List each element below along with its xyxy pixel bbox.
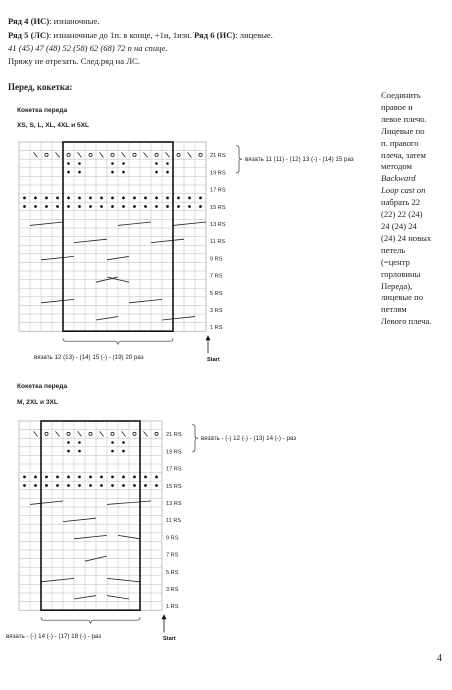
chart2-right-repeat-text: вязать - (-) 12 (-) - (13) 14 (-) - раз (201, 435, 297, 443)
chart1-sym-purl (133, 205, 136, 208)
chart1-sym-purl (155, 162, 158, 165)
chart2-sym-purl (34, 484, 37, 487)
chart1-sym-purl (78, 171, 81, 174)
chart2-start-label: Start (163, 636, 176, 643)
chart1-sym-purl (34, 197, 37, 200)
chart2-sym-purl (78, 476, 81, 479)
chart1-sym-purl (111, 171, 114, 174)
chart1-sym-purl (166, 171, 169, 174)
chart2-title: Кокетка переда (17, 383, 68, 390)
chart2-row-label: 13 RS (166, 501, 182, 507)
side-line: горловины (381, 268, 421, 279)
chart1-row-label: 7 RS (210, 273, 223, 280)
chart2-sizes: M, 2XL и 3XL (17, 399, 58, 406)
chart1-sym-purl (78, 162, 81, 165)
side-line: п. правого (381, 137, 419, 148)
chart2-sym-purl (111, 476, 114, 479)
chart2-sym-purl (23, 476, 26, 479)
chart1-sym-purl (155, 205, 158, 208)
chart2-sym-purl (67, 441, 70, 444)
chart2-sym-purl (56, 476, 59, 479)
side-line: Переда), (381, 280, 413, 291)
chart1-sym-purl (23, 205, 26, 208)
chart1-row-label: 21 RS (210, 153, 226, 160)
chart2-sym-purl (78, 441, 81, 444)
side-line: правое и (381, 101, 413, 112)
chart2-sym-purl (100, 476, 103, 479)
chart1-sym-purl (188, 205, 191, 208)
chart1-sym-purl (45, 205, 48, 208)
chart2-sym-purl (144, 476, 147, 479)
side-line: набрать 22 (381, 197, 421, 208)
side-line: методом (381, 161, 412, 172)
chart1-row-label: 3 RS (210, 308, 223, 314)
side-line: (=центр (381, 256, 410, 267)
chart2-sym-purl (133, 484, 136, 487)
chart1-title: Кокетка переда (17, 107, 68, 114)
chart1-row-label: 11 RS (210, 239, 226, 246)
chart1-right-repeat-text: вязать 11 (11) - (12) 13 (-) - (14) 15 раз (245, 156, 354, 164)
side-line: 24 (24) 24 (381, 220, 417, 231)
chart2-sym-purl (45, 476, 48, 479)
chart1-row-label: 13 RS (210, 222, 226, 228)
chart1-sym-purl (111, 197, 114, 200)
chart2-sym-purl (100, 484, 103, 487)
chart1-sym-purl (111, 205, 114, 208)
side-line: лицевые по (381, 292, 423, 303)
chart1-sym-purl (144, 205, 147, 208)
chart2-sym-purl (111, 450, 114, 453)
chart1-sizes: XS, S, L, XL, 4XL и 5XL (17, 122, 90, 129)
chart1-row-label: 5 RS (210, 290, 223, 297)
chart1-sym-purl (177, 205, 180, 208)
chart2-start-arrowhead (162, 614, 167, 619)
row5-label: Ряд 5 (ЛС) (8, 30, 49, 40)
side-line: Левого плеча. (381, 316, 432, 327)
chart1-repeat-brace (236, 145, 242, 173)
side-line: петель (381, 244, 406, 255)
chart2-row-label: 1 RS (166, 604, 179, 611)
chart1-start-arrowhead (206, 335, 211, 340)
chart1-sym-purl (56, 197, 59, 200)
chart1-start-label: Start (207, 357, 220, 364)
stitch-counts: 41 (45) 47 (48) 52 (58) 62 (68) 72 п на спице. (8, 43, 168, 53)
chart1-row-label: 1 RS (210, 325, 223, 332)
chart1-sym-purl (67, 171, 70, 174)
side-line: петлям (381, 304, 407, 315)
chart1-sym-purl (144, 197, 147, 200)
chart1-sym-purl (188, 197, 191, 200)
chart2-sym-purl (122, 484, 125, 487)
side-line: Лицевые по (381, 125, 425, 136)
section-heading: Перед, кокетка: (8, 82, 73, 92)
chart2-row-label: 17 RS (166, 466, 182, 473)
chart1-sym-purl (122, 162, 125, 165)
chart1-bottom-brace (63, 338, 173, 344)
chart1-sym-purl (67, 162, 70, 165)
chart1-sym-purl (122, 197, 125, 200)
side-line: Loop cast on (381, 185, 426, 196)
chart2-sym-purl (111, 441, 114, 444)
chart1-sym-purl (100, 197, 103, 200)
chart2-row-label: 9 RS (166, 535, 179, 542)
chart2-row-label: 15 RS (166, 483, 182, 490)
row6-text: : лицевые. (235, 30, 273, 40)
chart1-sym-purl (166, 197, 169, 200)
row6-label: Ряд 6 (ИС) (194, 30, 236, 40)
chart2-sym-purl (67, 484, 70, 487)
chart1-sym-purl (199, 205, 202, 208)
chart2-sym-purl (45, 484, 48, 487)
chart2-sym-purl (133, 476, 136, 479)
side-line: левое плечо. (381, 113, 427, 124)
side-line: (22) 22 (24) (381, 209, 423, 220)
chart1-sym-purl (166, 162, 169, 165)
chart1-row-label: 15 RS (210, 204, 226, 211)
page-number: 4 (437, 653, 442, 664)
chart2-bottom-repeat-text: вязать - (-) 14 (-) - (17) 18 (-) - раз (6, 633, 102, 641)
side-line: (24) 24 новых (381, 232, 432, 243)
chart1-sym-purl (56, 205, 59, 208)
chart1-bottom-repeat-text: вязать 12 (13) - (14) 15 (-) - (19) 20 раз (34, 354, 144, 362)
chart1-sym-purl (177, 197, 180, 200)
side-line: плеча, затем (381, 149, 426, 160)
side-line: Соединить (381, 90, 421, 100)
chart2-sym-purl (67, 450, 70, 453)
chart2-sym-purl (78, 484, 81, 487)
chart1-sym-purl (100, 205, 103, 208)
chart1-sym-purl (122, 205, 125, 208)
chart2-sym-purl (23, 484, 26, 487)
row4-text: : изнаночные. (49, 16, 100, 26)
side-line: Backward (381, 173, 416, 184)
chart1-sym-purl (111, 162, 114, 165)
chart2-row-label: 19 RS (166, 449, 182, 456)
row4-label: Ряд 4 (ИС) (8, 16, 50, 26)
chart1-sym-purl (45, 197, 48, 200)
chart1-sym-purl (34, 205, 37, 208)
chart2-sym-purl (67, 476, 70, 479)
chart1-sym-purl (78, 205, 81, 208)
chart2-sym-purl (89, 476, 92, 479)
chart1-sym-purl (155, 197, 158, 200)
chart1-sym-purl (155, 171, 158, 174)
chart2-sym-purl (122, 476, 125, 479)
chart2-row-label: 3 RS (166, 587, 179, 593)
chart1-row-label: 9 RS (210, 256, 223, 263)
chart1-row-label: 17 RS (210, 187, 226, 194)
chart2-row-label: 21 RS (166, 432, 182, 439)
chart1-sym-purl (133, 197, 136, 200)
chart1-sym-purl (89, 197, 92, 200)
chart1-sym-purl (78, 197, 81, 200)
chart2-repeat-brace (192, 424, 198, 452)
chart2-sym-purl (111, 484, 114, 487)
chart2-sym-purl (34, 476, 37, 479)
chart2-sym-purl (155, 484, 158, 487)
chart1-sym-purl (89, 205, 92, 208)
chart2-row-label: 5 RS (166, 569, 179, 576)
chart2-sym-purl (122, 441, 125, 444)
chart1-sym-purl (67, 205, 70, 208)
chart2-sym-purl (89, 484, 92, 487)
chart1-sym-purl (67, 197, 70, 200)
chart1-sym-purl (199, 197, 202, 200)
row5-text: : изнаночные до 1п. в конце, +1и, 1изн. (48, 30, 192, 40)
no-cut-note: Пряжу не отрезать. След.ряд на ЛС. (8, 56, 140, 66)
chart2-sym-purl (122, 450, 125, 453)
chart2-bottom-brace (41, 617, 140, 623)
chart2-row-label: 11 RS (166, 518, 182, 525)
chart2-sym-purl (78, 450, 81, 453)
chart1-sym-purl (166, 205, 169, 208)
chart2-row-label: 7 RS (166, 552, 179, 559)
chart2-sym-purl (144, 484, 147, 487)
chart1-sym-purl (23, 197, 26, 200)
chart2-sym-purl (56, 484, 59, 487)
chart2-sym-purl (155, 476, 158, 479)
chart1-row-label: 19 RS (210, 170, 226, 177)
chart1-sym-purl (122, 171, 125, 174)
